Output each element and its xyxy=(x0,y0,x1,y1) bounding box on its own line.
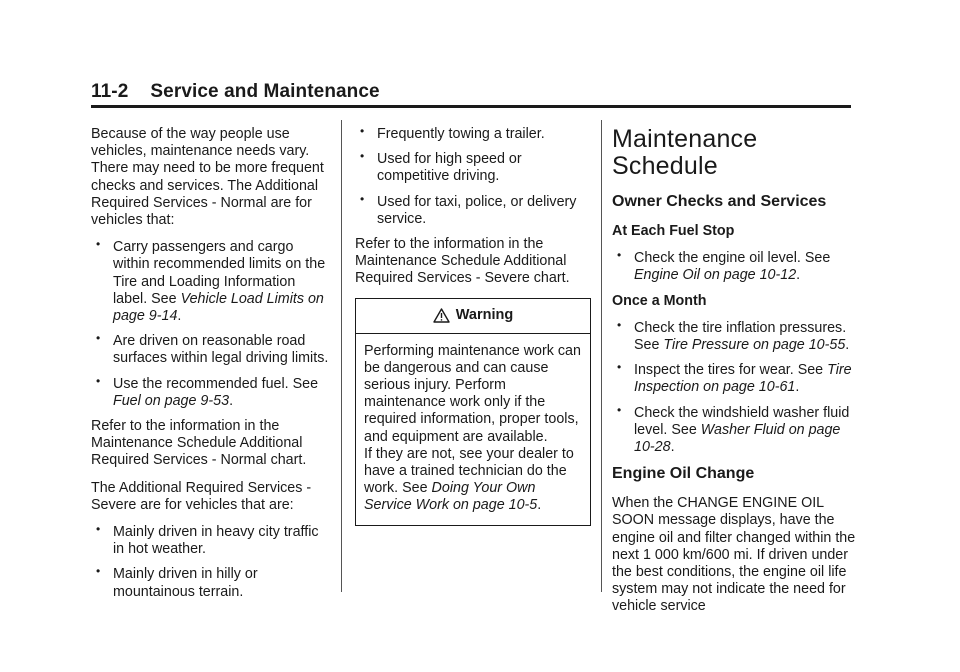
fuel-stop-heading: At Each Fuel Stop xyxy=(612,223,735,239)
list-item: • Are driven on reasonable road surfaces within legal driving limits. xyxy=(91,333,333,367)
normal-conditions-list xyxy=(91,239,333,410)
list-item: • Inspect the tires for wear. See Tire Inspection on page 10-61. xyxy=(612,362,858,396)
list-item: • Mainly driven in hilly or mountainous terrain. xyxy=(91,566,333,600)
column-divider-1 xyxy=(341,120,342,592)
warning-body xyxy=(356,334,590,525)
list-item: • Check the windshield washer fluid level. See Washer Fluid on page 10-28. xyxy=(612,405,858,457)
cross-reference: Tire Pressure on page 10-55 xyxy=(663,337,846,354)
fuel-stop-list xyxy=(612,250,858,284)
refer-normal-paragraph: Refer to the information in the Maintenance Schedule Additional Required Services - Normal chart. xyxy=(91,418,307,469)
warning-box xyxy=(355,298,591,526)
list-item: • Carry passengers and cargo within recommended limits on the Tire and Loading Information label. See Vehicle Load Limits on page 9-14. xyxy=(91,239,333,325)
column-divider-2 xyxy=(601,120,602,592)
owner-checks-heading: Owner Checks and Services xyxy=(612,193,827,210)
list-item: • Used for taxi, police, or delivery service. xyxy=(355,194,591,228)
oil-change-paragraph: When the CHANGE ENGINE OIL SOON message displays, have the engine oil and filter changed within the next 1 000 km/600 mi. If driven under the best conditions, the engine oil life system may not indicate the need for vehicle service xyxy=(612,495,856,615)
list-item: • Check the engine oil level. See Engine Oil on page 10-12. xyxy=(612,250,858,284)
list-item: • Use the recommended fuel. See Fuel on page 9-53. xyxy=(91,376,333,410)
list-item: • Mainly driven in heavy city traffic in hot weather. xyxy=(91,524,333,558)
warning-paragraph-2: If they are not, see your dealer to have a trained technician do the work. See Doing Your Own Service Work on page 10-5. xyxy=(364,445,574,514)
header-rule xyxy=(91,105,851,108)
page-number: 11-2 xyxy=(91,81,129,102)
intro-paragraph: Because of the way people use vehicles, maintenance needs vary. There may need to be more frequent checks and services. The Additional Required Services - Normal are for vehicles that: xyxy=(91,126,324,229)
severe-conditions-list-continued xyxy=(355,126,591,228)
monthly-checks-list xyxy=(612,320,858,456)
list-item: • Frequently towing a trailer. xyxy=(355,126,591,143)
warning-triangle-icon xyxy=(433,308,450,323)
column-2 xyxy=(355,126,591,526)
list-item: • Used for high speed or competitive driving. xyxy=(355,151,591,185)
month-heading: Once a Month xyxy=(612,292,707,309)
page-header xyxy=(91,80,851,108)
header-title xyxy=(91,80,851,104)
warning-paragraph-1: Performing maintenance work can be dangerous and can cause serious injury. Perform maintenance work only if the required information, proper tools, and equipment are available. xyxy=(364,342,581,445)
refer-severe-paragraph: Refer to the information in the Maintenance Schedule Additional Required Services - Severe chart. xyxy=(355,236,570,287)
severe-conditions-list xyxy=(91,524,333,601)
oil-change-heading: Engine Oil Change xyxy=(612,465,755,483)
cross-reference: Engine Oil on page 10-12 xyxy=(634,267,797,284)
cross-reference: Vehicle Load Limits on page 9-14 xyxy=(113,290,324,325)
maintenance-schedule-title: Maintenance Schedule xyxy=(612,125,758,180)
column-3 xyxy=(612,126,858,626)
cross-reference: Tire Inspection on page 10-61 xyxy=(634,362,852,396)
list-item: • Check the tire inflation pressures. See Tire Pressure on page 10-55. xyxy=(612,320,858,354)
cross-reference: Doing Your Own Service Work on page 10-5 xyxy=(364,480,538,514)
warning-header xyxy=(356,299,590,334)
section-title: Service and Maintenance xyxy=(150,81,380,102)
cross-reference: Washer Fluid on page 10-28 xyxy=(634,421,841,456)
severe-intro-paragraph: The Additional Required Services - Severe are for vehicles that are: xyxy=(91,479,312,513)
column-1 xyxy=(91,126,333,609)
cross-reference: Fuel on page 9-53 xyxy=(113,392,230,409)
warning-label: Warning xyxy=(455,307,514,324)
